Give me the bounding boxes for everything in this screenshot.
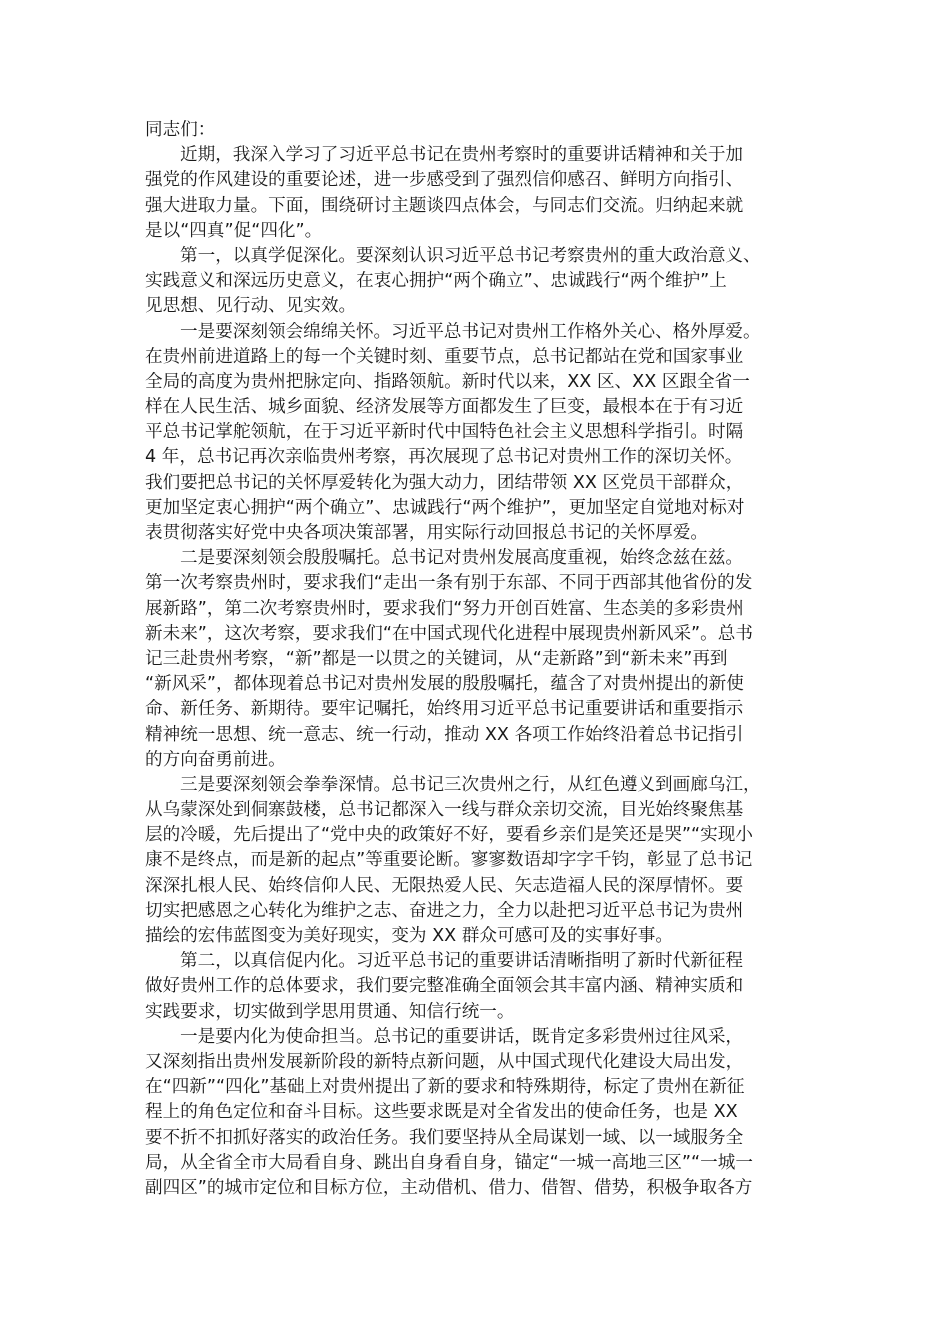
text-line: 一是要内化为使命担当。总书记的重要讲话，既肯定多彩贵州过往风采， [180,1026,744,1047]
document-page [145,118,807,1201]
paragraph-intro [145,143,807,244]
text-line: 样在人民生活、城乡面貌、经济发展等方面都发生了巨变，最根本在于有习近 [145,397,744,418]
text-line: 近期，我深入学习了习近平总书记在贵州考察时的重要讲话精神和关于加 [180,145,744,166]
text-line: 实践要求，切实做到学思用贯通、知信行统一。 [145,1001,515,1022]
paragraph-second-1 [145,1025,807,1201]
text-line: 强党的作风建设的重要论述，进一步感受到了强烈信仰感召、鲜明方向指引、 [145,170,744,191]
paragraph-second [145,949,807,1025]
text-line: 第一次考察贵州时，要求我们“走出一条有别于东部、不同于西部其他省份的发 [145,573,753,594]
text-line: 展新路”，第二次考察贵州时，要求我们“努力开创百姓富、生态美的多彩贵州 [145,598,744,619]
text-line: 深深扎根人民、始终信仰人民、无限热爱人民、矢志造福人民的深厚情怀。要 [145,875,744,896]
text-line: 我们要把总书记的关怀厚爱转化为强大动力，团结带领 XX 区党员干部群众， [145,472,744,493]
text-line: 表贯彻落实好党中央各项决策部署，用实际行动回报总书记的关怀厚爱。 [145,523,709,543]
text-line: 见思想、见行动、见实效。 [145,296,357,317]
text-line: 切实把感恩之心转化为维护之志、奋进之力，全力以赴把习近平总书记为贵州 [145,900,744,921]
text-line: 的方向奋勇前进。 [145,749,286,770]
text-line: 副四区”的城市定位和目标方位，主动借机、借力、借智、借势，积极争取各方 [145,1177,753,1198]
text-line: “新风采”，都体现着总书记对贵州发展的殷殷嘱托，蕴含了对贵州提出的新使 [145,674,744,695]
text-line: 全局的高度为贵州把脉定向、指路领航。新时代以来，XX 区、XX 区跟全省一 [145,371,750,392]
paragraph-first-1 [145,320,807,547]
text-line: 程上的角色定位和奋斗目标。这些要求既是对全省发出的使命任务，也是 XX [145,1102,738,1123]
text-line: 第二，以真信促内化。习近平总书记的重要讲话清晰指明了新时代新征程 [180,951,744,972]
text-line: 命、新任务、新期待。要牢记嘱托，始终用习近平总书记重要讲话和重要指示 [145,699,744,720]
text-line: 4 年，总书记再次亲临贵州考察，再次展现了总书记对贵州工作的深切关怀。 [145,447,743,468]
text-line: 局，从全省全市大局看自身、跳出自身看自身，锚定“一城一高地三区”“一城一 [145,1152,753,1173]
text-line: 是以“四真”促“四化”。 [145,220,323,241]
text-line: 从乌蒙深处到侗寨鼓楼，总书记都深入一线与群众亲切交流，目光始终聚焦基 [145,800,744,821]
text-line: 第一，以真学促深化。要深刻认识习近平总书记考察贵州的重大政治意义、 [180,245,761,266]
text-line: 做好贵州工作的总体要求，我们要完整准确全面领会其丰富内涵、精神实质和 [145,976,744,997]
text-line: 平总书记掌舵领航，在于习近平新时代中国特色社会主义思想科学指引。时隔 [145,422,744,443]
text-line: 层的冷暖，先后提出了“党中央的政策好不好，要看乡亲们是笑还是哭”“实现小 [145,825,753,846]
text-line: 精神统一思想、统一意志、统一行动，推动 XX 各项工作始终沿着总书记指引 [145,724,744,745]
text-line: 新未来”，这次考察，要求我们“在中国式现代化进程中展现贵州新风采”。总书 [145,623,753,644]
text-line: 三是要深刻领会拳拳深情。总书记三次贵州之行，从红色遵义到画廊乌江， [180,774,761,795]
text-line: 要不折不扣抓好落实的政治任务。我们要坚持从全局谋划一域、以一域服务全 [145,1127,744,1148]
document-body [145,143,807,1201]
paragraph-first-3 [145,773,807,949]
text-line: 二是要深刻领会殷殷嘱托。总书记对贵州发展高度重视，始终念兹在兹。 [180,548,744,569]
text-line: 更加坚定衷心拥护“两个确立”、忠诚践行“两个维护”，更加坚定自觉地对标对 [145,497,745,518]
text-line: 一是要深刻领会绵绵关怀。习近平总书记对贵州工作格外关心、格外厚爱。 [180,321,761,342]
text-line: 描绘的宏伟蓝图变为美好现实，变为 XX 群众可感可及的实事好事。 [145,926,673,946]
text-line: 记三赴贵州考察，“新”都是一以贯之的关键词，从“走新路”到“新未来”再到 [145,648,728,669]
text-line: 康不是终点，而是新的起点”等重要论断。寥寥数语却字字千钧，彰显了总书记 [145,850,753,871]
text-line: 在“四新”“四化”基础上对贵州提出了新的要求和特殊期待，标定了贵州在新征 [145,1077,745,1098]
text-line: 又深刻指出贵州发展新阶段的新特点新问题，从中国式现代化建设大局出发， [145,1051,744,1072]
text-line: 强大进取力量。下面，围绕研讨主题谈四点体会，与同志们交流。归纳起来就 [145,195,744,216]
text-line: 实践意义和深远历史意义，在衷心拥护“两个确立”、忠诚践行“两个维护”上 [145,271,727,292]
salutation: 同志们： [145,120,216,140]
paragraph-first-2 [145,546,807,773]
paragraph-first [145,244,807,320]
text-line: 在贵州前进道路上的每一个关键时刻、重要节点，总书记都站在党和国家事业 [145,346,744,367]
